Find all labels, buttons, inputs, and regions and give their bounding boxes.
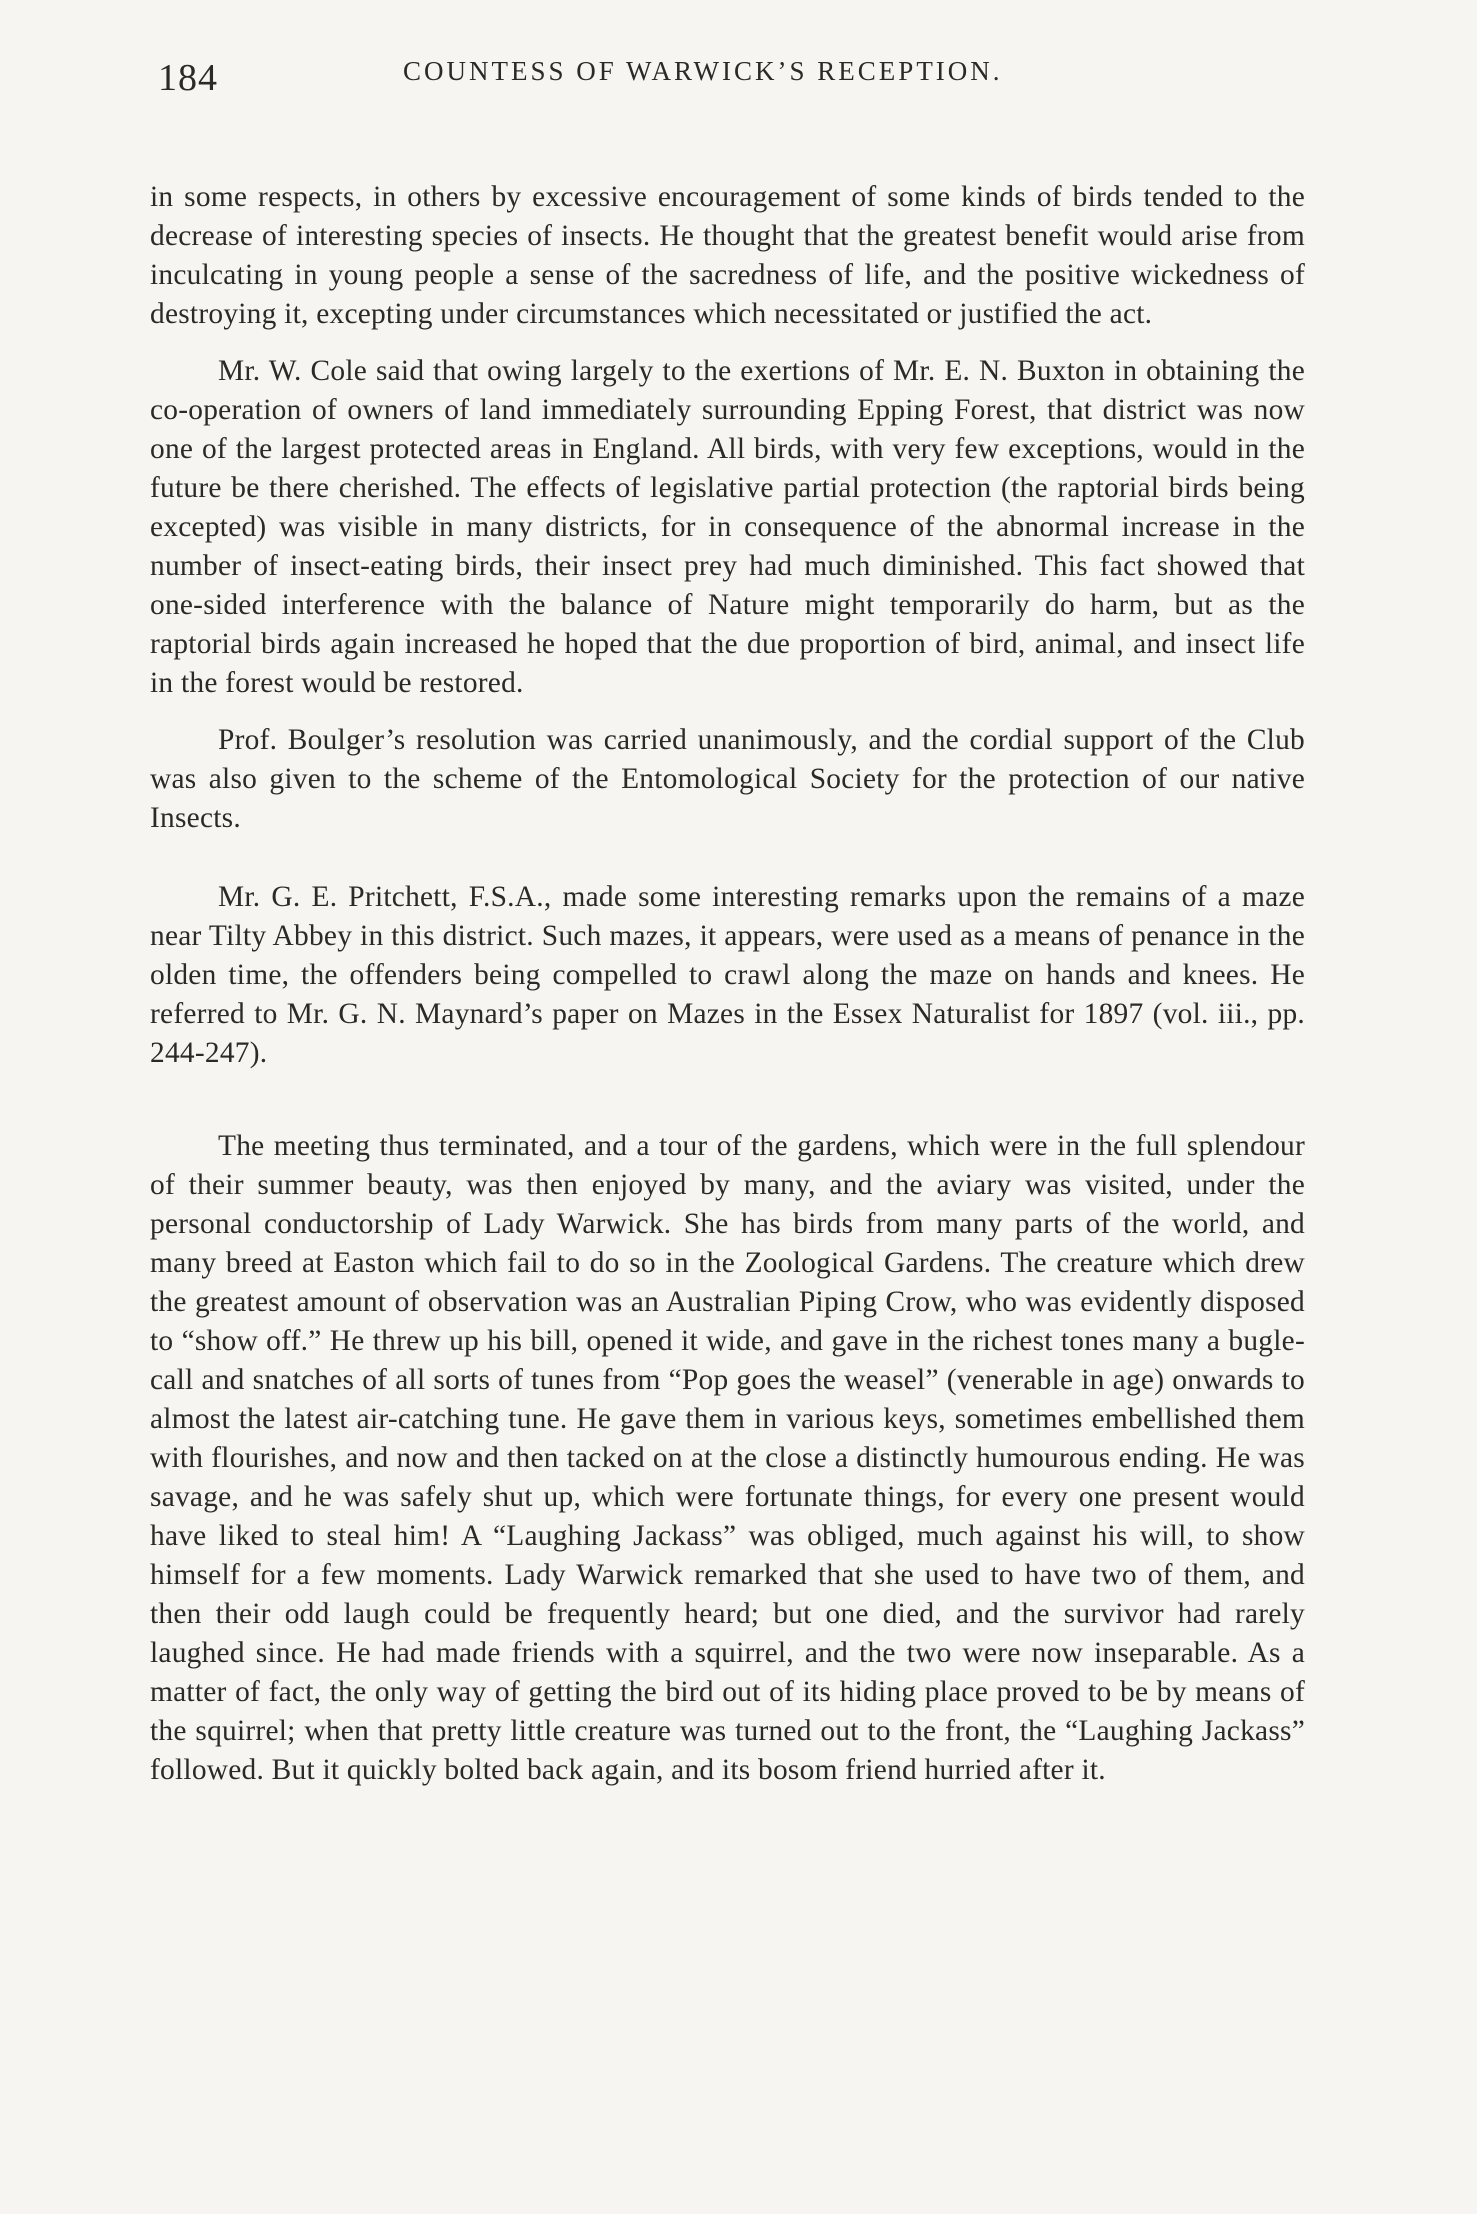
paragraph-pritchett-maze: Mr. G. E. Pritchett, F.S.A., made some interesting remarks upon the remains of a maze near Tilty Abbey in this district. Such mazes, it appears, were used as a means of penance in the olden time, the offenders being compelled to crawl along the maze on hands and knees. He referred to Mr. G. N. Maynard’s paper on Mazes in the Essex Naturalist for 1897 (vol. iii., pp. 244-247). bbox=[150, 881, 1305, 1069]
book-page bbox=[150, 48, 1305, 1808]
paragraph-resolution: Prof. Boulger’s resolution was carried unanimously, and the cordial support of the Club was also given to the scheme of the Entomological Society for the protection of our native Insects. bbox=[150, 724, 1305, 834]
paragraph-garden-tour: The meeting thus terminated, and a tour of the gardens, which were in the full splendour of their summer beauty, was then enjoyed by many, and the aviary was visited, under the personal conductorship of Lady Warwick. She has birds from many parts of the world, and many breed at Easton which fail to do so in the Zoological Gardens. The creature which drew the greatest amount of observation was an Australian Piping Crow, who was evidently disposed to “show off.” He threw up his bill, opened it wide, and gave in the richest tones many a bugle-call and snatches of all sorts of tunes from “Pop goes the weasel” (venerable in age) onwards to almost the latest air-catching tune. He gave them in various keys, sometimes embellished them with flourishes, and now and then tacked on at the close a distinctly humourous ending. He was savage, and he was safely shut up, which were fortunate things, for every one present would have liked to steal him! A “Laughing Jackass” was obliged, much against his will, to show himself for a few moments. Lady Warwick remarked that she used to have two of them, and then their odd laugh could be frequently heard; but one died, and the survivor had rarely laughed since. He had made friends with a squirrel, and the two were now inseparable. As a matter of fact, the only way of getting the bird out of its hiding place proved to be by means of the squirrel; when that pretty little creature was turned out to the front, the “Laughing Jackass” followed. But it quickly bolted back again, and its bosom friend hurried after it. bbox=[150, 1130, 1305, 1786]
paragraph-birds-insects: in some respects, in others by excessive encouragement of some kinds of birds tended to the decrease of interesting species of insects. He thought that the greatest benefit would arise from inculcating in young people a sense of the sacredness of life, and the positive wickedness of destroying it, excepting under circumstances which necessitated or justified the act. bbox=[150, 181, 1305, 330]
running-title: COUNTESS OF WARWICK’S RECEPTION. bbox=[403, 56, 1003, 86]
paragraph-cole-remarks: Mr. W. Cole said that owing largely to the exertions of Mr. E. N. Buxton in obtaining the co-operation of owners of land immediately surrounding Epping Forest, that district was now one of the largest protected areas in England. All birds, with very few exceptions, would in the future be there cherished. The effects of legislative partial protection (the raptorial birds being excepted) was visible in many districts, for in consequence of the abnormal increase in the number of insect-eating birds, their insect prey had much diminished. This fact showed that one-sided interference with the balance of Nature might temporarily do harm, but as the raptorial birds again increased he hoped that the due proportion of bird, animal, and insect life in the forest would be restored. bbox=[150, 355, 1305, 699]
running-head bbox=[150, 48, 1305, 108]
body-text bbox=[150, 178, 1305, 1790]
page-number: 184 bbox=[158, 57, 218, 99]
